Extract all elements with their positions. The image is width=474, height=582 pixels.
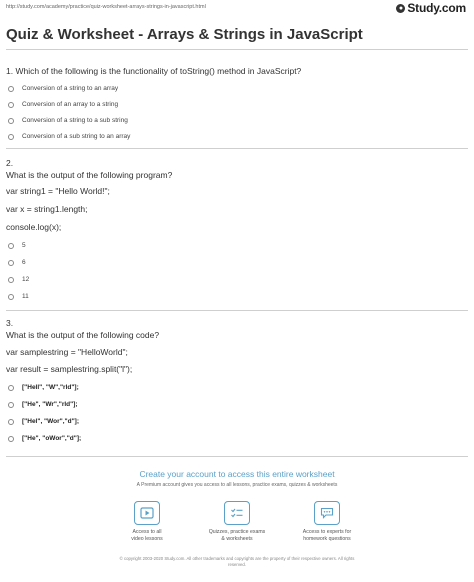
question-3-number: 3. <box>6 318 14 328</box>
feature-label-line: Access to experts for <box>302 529 352 535</box>
option-label: Conversion of an array to a string <box>22 101 119 108</box>
question-2-option-d[interactable] <box>8 293 29 300</box>
question-3-option-c[interactable] <box>8 418 79 425</box>
option-label: Conversion of a string to an array <box>22 85 119 92</box>
page-url: http://study.com/academy/practice/quiz-worksheet-arrays-strings-in-javascript.html <box>6 4 206 10</box>
feature-label-line: Quizzes, practice exams <box>208 529 266 535</box>
radio-icon[interactable] <box>8 402 14 408</box>
feature-label-line: homework questions <box>303 536 351 542</box>
option-label: ["He", "Wr","rld"]; <box>22 401 78 408</box>
feature-video-lessons <box>102 501 192 543</box>
feature-experts <box>282 501 372 543</box>
question-divider <box>6 310 468 311</box>
question-3-code-line: var samplestring = "HelloWorld"; <box>6 347 128 357</box>
question-1-option-c[interactable] <box>8 117 128 124</box>
cta-subtitle: A Premium account gives you access to all lessons, practice exams, quizzes & worksheets <box>136 482 338 488</box>
radio-icon[interactable] <box>8 102 14 108</box>
copyright-footer <box>0 556 474 568</box>
copyright-line: © copyright 2003-2020 Study.com. All other trademarks and copyrights are the property of their respective owners. All rights <box>119 556 355 561</box>
radio-icon[interactable] <box>8 277 14 283</box>
question-1-option-d[interactable] <box>8 133 130 140</box>
create-account-link[interactable]: Create your account to access this entire worksheet <box>139 469 335 479</box>
option-label: ["Hel", "Wor","d"]; <box>22 418 80 425</box>
radio-icon[interactable] <box>8 118 14 124</box>
option-label: ["Hell", "W","rld"]; <box>22 384 79 391</box>
radio-icon[interactable] <box>8 86 14 92</box>
expert-chat-icon <box>314 501 340 525</box>
question-2-option-c[interactable] <box>8 276 29 283</box>
question-3-option-a[interactable] <box>8 384 79 391</box>
question-2-option-a[interactable] <box>8 242 26 249</box>
quiz-checklist-icon <box>224 501 250 525</box>
logo-icon: ● <box>396 4 405 13</box>
question-3-option-b[interactable] <box>8 401 78 408</box>
question-2-option-b[interactable] <box>8 259 26 266</box>
question-3-text: What is the output of the following code? <box>6 330 160 340</box>
radio-icon[interactable] <box>8 436 14 442</box>
question-2-code-line: console.log(x); <box>6 222 62 232</box>
study-logo[interactable] <box>396 1 466 15</box>
page-title: Quiz & Worksheet - Arrays & Strings in JavaScript <box>6 26 363 43</box>
question-1-option-b[interactable] <box>8 101 118 108</box>
question-divider <box>6 456 468 457</box>
question-divider <box>6 148 468 149</box>
copyright-line: reserved. <box>228 562 246 567</box>
question-1-option-a[interactable] <box>8 85 118 92</box>
question-2-code-line: var string1 = "Hello World!"; <box>6 186 110 196</box>
video-play-icon <box>134 501 160 525</box>
feature-label-line: Access to all <box>132 529 162 535</box>
question-3-option-d[interactable] <box>8 435 81 442</box>
question-2-text: What is the output of the following program? <box>6 170 173 180</box>
radio-icon[interactable] <box>8 294 14 300</box>
question-2-code-line: var x = string1.length; <box>6 204 88 214</box>
question-1-text: 1. Which of the following is the functionality of toString() method in JavaScript? <box>6 66 302 76</box>
radio-icon[interactable] <box>8 243 14 249</box>
option-label: Conversion of a sub string to an array <box>22 133 131 140</box>
option-label: 11 <box>22 293 29 300</box>
radio-icon[interactable] <box>8 134 14 140</box>
header-bar <box>0 0 474 15</box>
radio-icon[interactable] <box>8 419 14 425</box>
option-label: 6 <box>22 259 26 266</box>
option-label: Conversion of a string to a sub string <box>22 117 128 124</box>
option-label: ["He", "oWor","d"]; <box>22 435 82 442</box>
question-2-number: 2. <box>6 158 14 168</box>
question-3-code-line: var result = samplestring.split("l"); <box>6 364 133 374</box>
radio-icon[interactable] <box>8 260 14 266</box>
feature-label-line: video lessons <box>131 536 163 542</box>
feature-quizzes <box>192 501 282 543</box>
logo-text: Study.com <box>407 1 466 15</box>
option-label: 12 <box>22 276 30 283</box>
radio-icon[interactable] <box>8 385 14 391</box>
title-divider <box>6 49 468 50</box>
option-label: 5 <box>22 242 26 249</box>
feature-label-line: & worksheets <box>221 536 253 542</box>
